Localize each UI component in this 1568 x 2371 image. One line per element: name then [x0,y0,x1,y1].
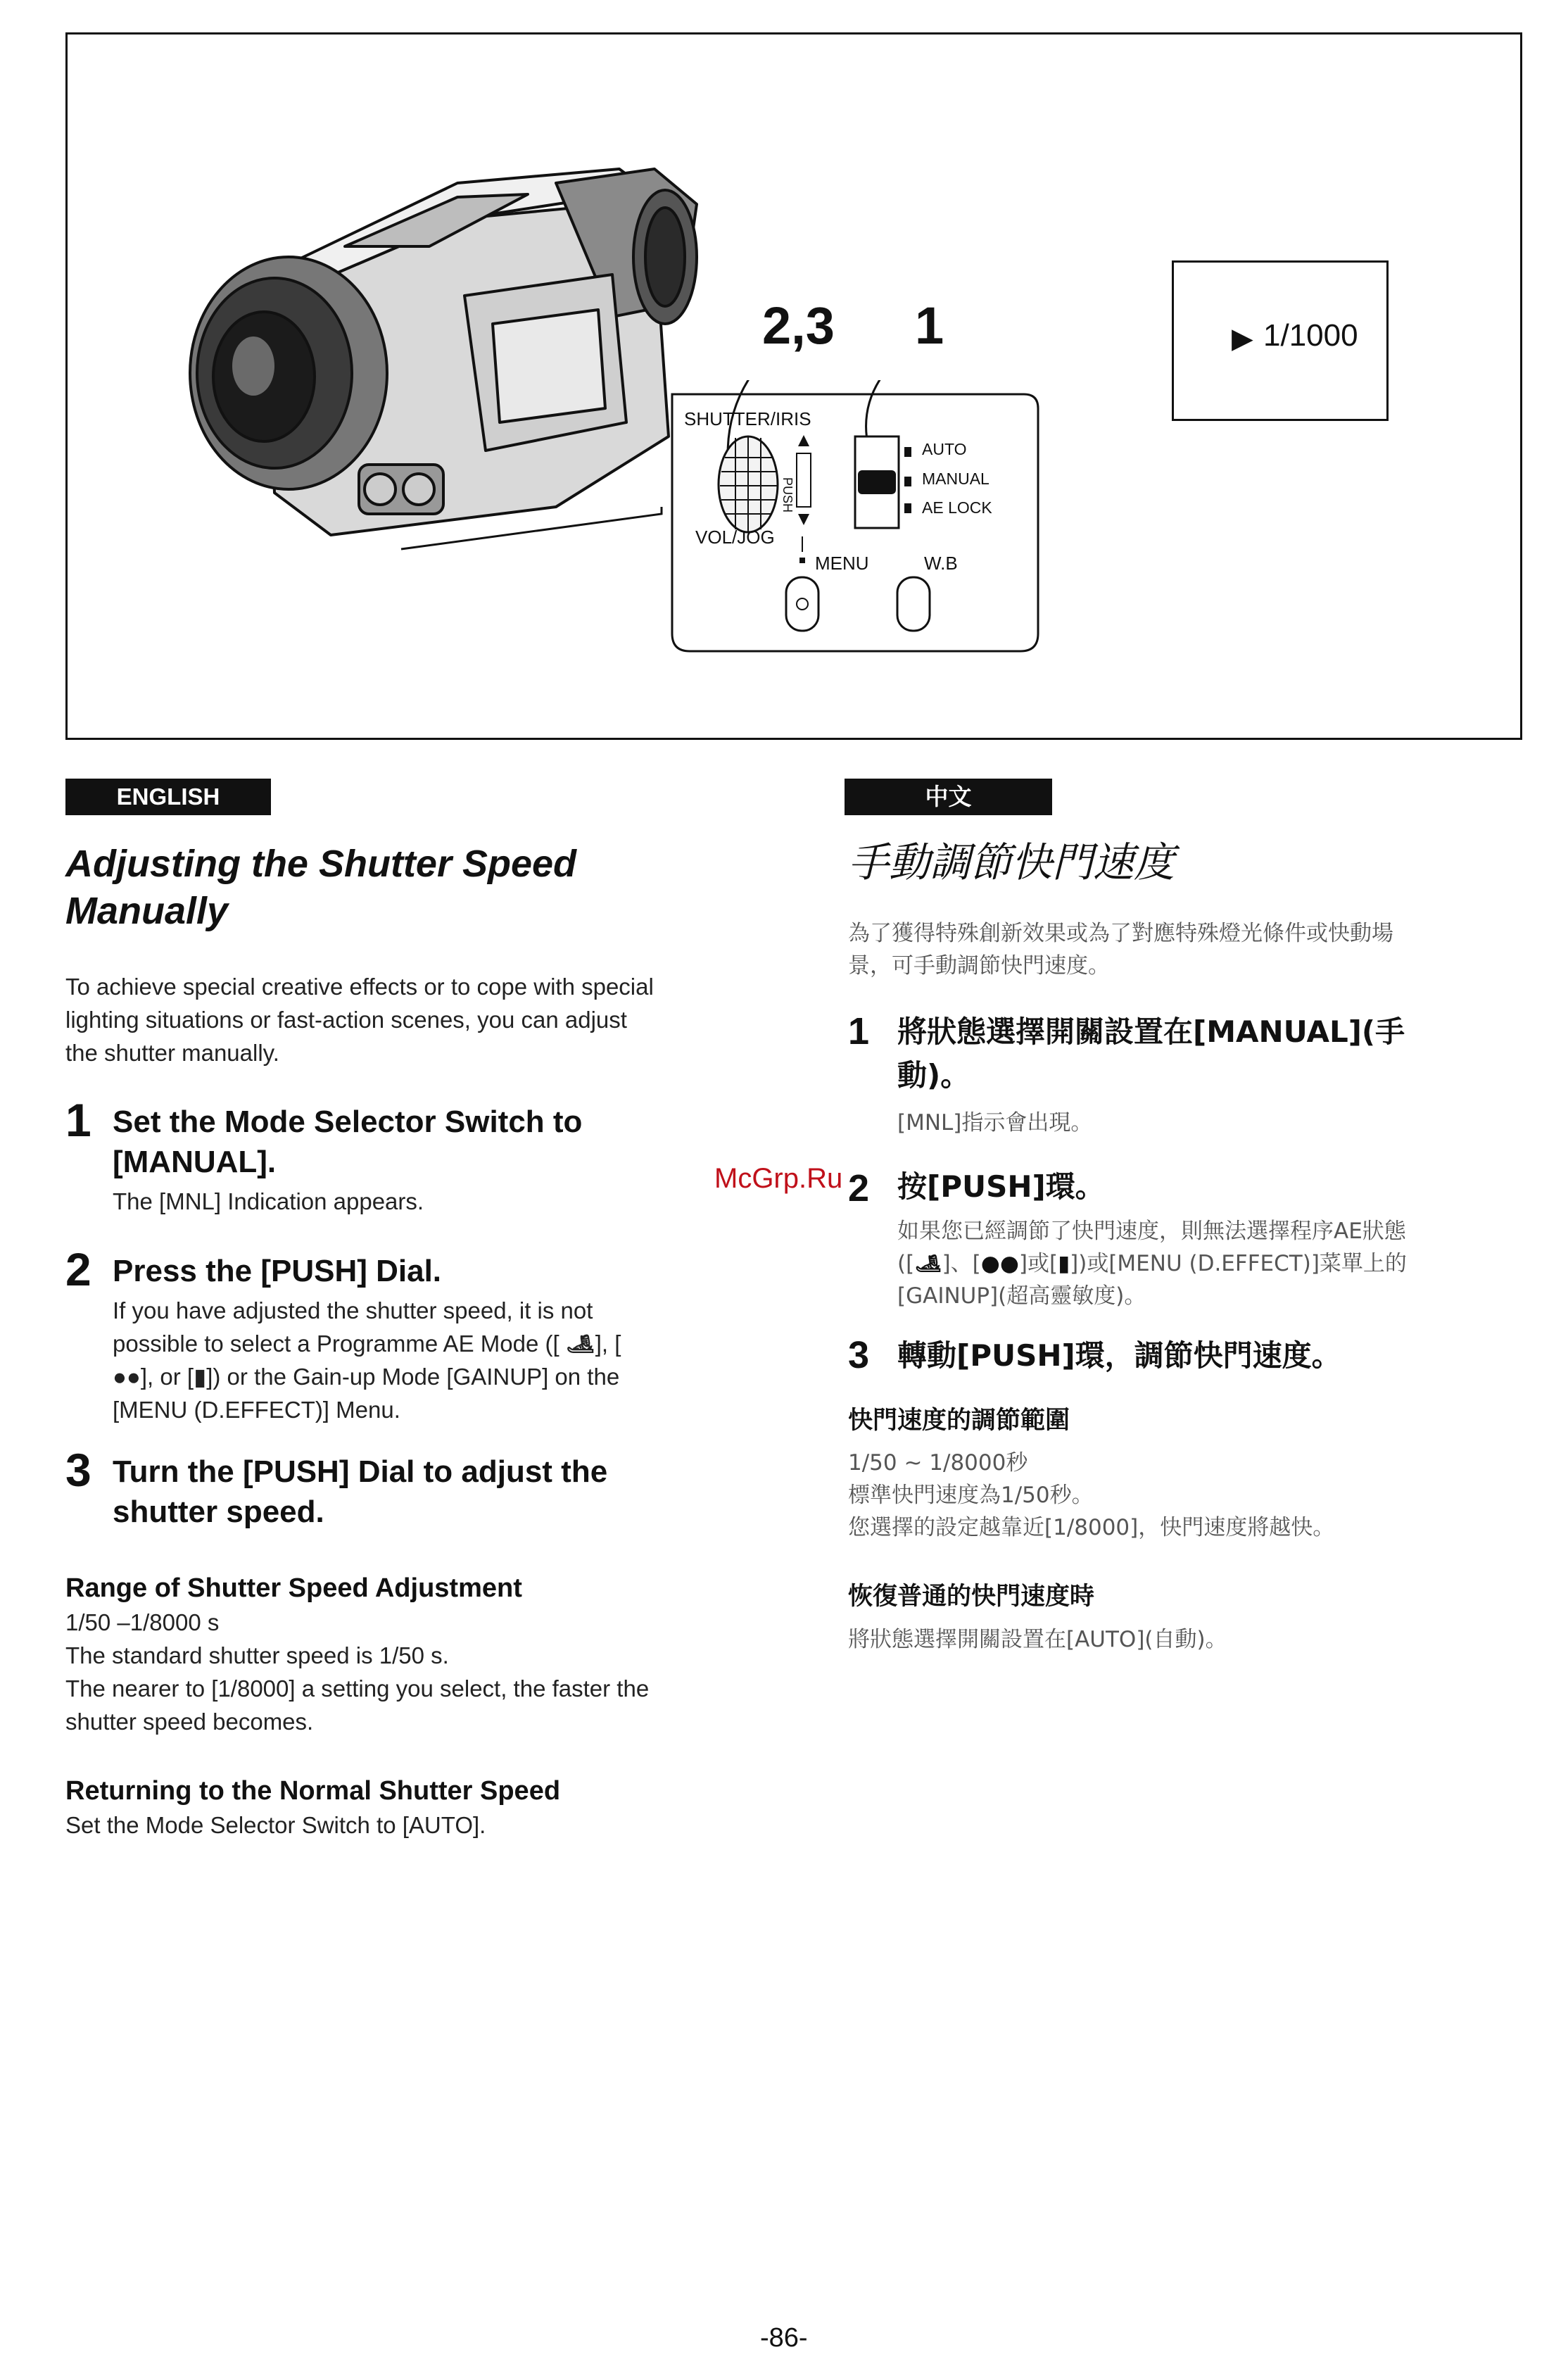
range-body [65,1606,649,1738]
range-line: The nearer to [1/8000] a setting you select, the faster the [65,1675,650,1702]
english-intro [65,970,654,1069]
vol-jog-label: VOL/JOG [695,527,775,548]
text-segment: ])或[MENU (D.EFFECT)]菜單上的 [1070,1251,1407,1276]
spotlight-mode-icon: ▮ [194,1364,207,1390]
portrait-mode-icon: ●● [980,1251,1019,1276]
step-body-line: [MENU (D.EFFECT)] Menu. [113,1397,400,1423]
leader-line [394,493,676,556]
spotlight-mode-icon: ▮ [1058,1251,1070,1276]
intro-line: To achieve special creative effects or to cope with special [65,974,654,1000]
range-line: shutter speed becomes. [65,1709,314,1735]
return-body: Set the Mode Selector Switch to [AUTO]. [65,1812,486,1838]
step-heading-line: shutter speed. [113,1495,324,1529]
english-title-line2: Manually [65,890,229,932]
lcd-shutter-value: 1/1000 [1263,318,1358,353]
chinese-intro [848,917,1393,982]
step-heading-line: 動)。 [897,1058,970,1093]
step-body-line: [GAINUP](超高靈敏度)。 [897,1283,1146,1309]
step-heading-line: [MANUAL]. [113,1145,277,1179]
english-language-bar: ENGLISH [65,779,271,815]
text-segment: ([ [897,1251,915,1276]
text-segment: ], [ [595,1331,621,1357]
zh-step-3-number: 3 [848,1334,870,1376]
chinese-language-bar: 中文 [845,779,1052,815]
step-1-body: The [MNL] Indication appears. [113,1188,424,1214]
menu-label: MENU [815,553,869,574]
range-line: 標準快門速度為1/50秒。 [848,1483,1094,1508]
step-body-line [113,1360,621,1393]
text-segment: ]、[ [942,1251,981,1276]
text-segment: ]或[ [1018,1251,1058,1276]
sports-mode-icon: 🎿︎ [914,1251,942,1276]
step-body-line [113,1327,621,1360]
return-heading: Returning to the Normal Shutter Speed [65,1776,561,1806]
step-2-body [113,1294,621,1426]
switch-option-ae-lock: AE LOCK [922,498,992,517]
step-2-number: 2 [65,1243,91,1295]
step-3-heading [113,1452,607,1532]
step-1-heading [113,1102,582,1182]
sports-mode-icon: 🎿︎ [559,1331,595,1357]
zh-step-2-number: 2 [848,1167,870,1209]
zh-step-1-heading [897,1010,1405,1098]
range-line: 1/50 –1/8000 s [65,1609,220,1635]
zh-return-heading: 恢復普通的快門速度時 [848,1583,1095,1611]
step-heading-line: Set the Mode Selector Switch to [113,1105,583,1139]
intro-line: lighting situations or fast-action scenes, you can adjust [65,1007,627,1033]
step-body-line: 如果您已經調節了快門速度，則無法選擇程序AE狀態 [897,1219,1406,1244]
zh-step-1-body: [MNL]指示會出現。 [897,1110,1093,1136]
text-segment: ]) or the Gain-up Mode [GAINUP] on the [206,1364,620,1390]
zh-step-3-heading: 轉動[PUSH]環，調節快門速度。 [897,1338,1341,1373]
play-triangle-icon: ▶ [1232,323,1253,354]
step-2-heading: Press the [PUSH] Dial. [113,1254,442,1288]
wb-label: W.B [924,553,958,574]
zh-range-body [848,1447,1334,1544]
push-label: PUSH [780,477,795,513]
page-number: -86- [760,2323,808,2353]
range-heading: Range of Shutter Speed Adjustment [65,1573,522,1603]
step-body-line [897,1247,1407,1280]
zh-range-heading: 快門速度的調節範圍 [848,1407,1070,1435]
intro-line: the shutter manually. [65,1040,279,1066]
chinese-title: 手動調節快門速度 [848,838,1175,886]
zh-step-1-number: 1 [848,1010,870,1052]
switch-option-auto: AUTO [922,440,967,458]
callout-2-3: 2,3 [762,296,835,355]
text-segment: ], or [ [140,1364,194,1390]
range-line: The standard shutter speed is 1/50 s. [65,1642,449,1668]
zh-step-2-heading: 按[PUSH]環。 [897,1169,1105,1204]
range-line: 1/50 ~ 1/8000秒 [848,1450,1028,1476]
step-3-number: 3 [65,1444,91,1496]
portrait-mode-icon: ●● [113,1364,141,1390]
switch-option-manual: MANUAL [922,470,990,488]
callout-1: 1 [915,296,944,355]
step-body-line: If you have adjusted the shutter speed, it is not [113,1297,593,1323]
intro-line: 為了獲得特殊創新效果或為了對應特殊燈光條件或快動場 [848,921,1393,946]
step-heading-line: Turn the [PUSH] Dial to adjust the [113,1454,608,1489]
watermark: McGrp.Ru [714,1163,843,1194]
step-heading-line: 將狀態選擇開關設置在[MANUAL](手 [897,1014,1405,1049]
text-segment: possible to select a Programme AE Mode ([ [113,1331,559,1357]
shutter-iris-label: SHUTTER/IRIS [684,408,811,429]
range-line: 您選擇的設定越靠近[1/8000]，快門速度將越快。 [848,1515,1335,1540]
intro-line: 景，可手動調節快門速度。 [848,953,1110,979]
english-title-line1: Adjusting the Shutter Speed [65,843,577,885]
zh-return-body: 將狀態選擇開關設置在[AUTO](自動)。 [848,1627,1227,1652]
zh-step-2-body [897,1215,1407,1312]
step-1-number: 1 [65,1094,91,1146]
